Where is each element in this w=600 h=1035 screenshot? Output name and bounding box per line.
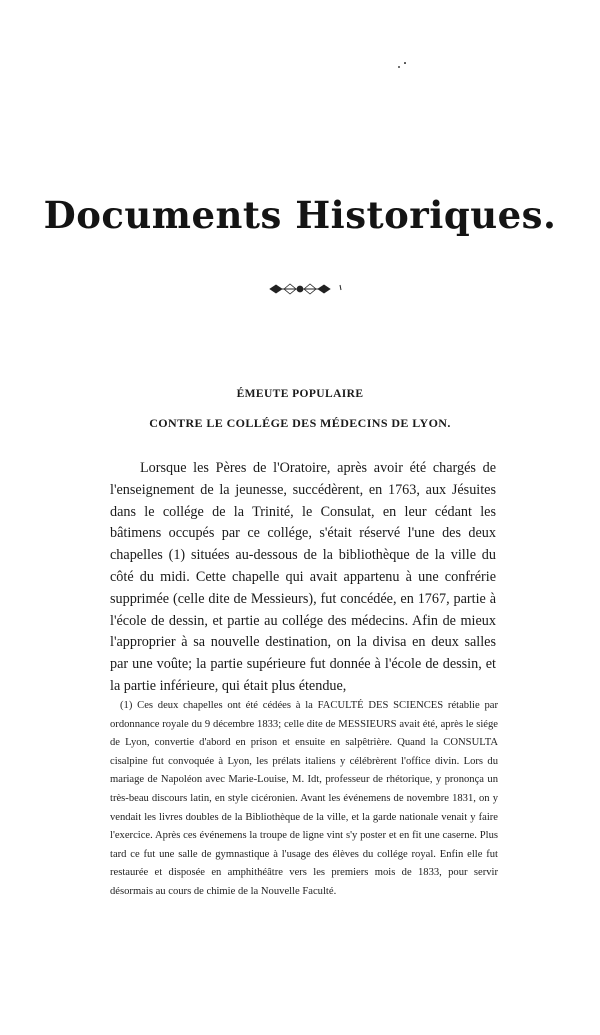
section-heading: ÉMEUTE POPULAIRE [236, 388, 364, 400]
ornament-divider-icon [0, 282, 600, 296]
section-subheading: CONTRE LE COLLÉGE DES MÉDECINS DE LYON. [149, 416, 451, 430]
footnote-text: (1) Ces deux chapelles ont été cédées à la FACULTÉ DES SCIENCES rétablie par ordonnance royale du 9 décembre 1833; celle dite de MESSIEURS avait été, après le siége de Lyon, convertie d'abord en prison et ensuite en salpêtrière. Quand la CONSULTA cisalpine fut convoquée à Lyon, les prélats italiens y célébrèrent l'office divin. Lors du mariage de Napoléon avec Marie-Louise, M. Idt, professeur de rhétorique, y prononça un très-beau discours latin, en style cicéronien. Avant les événemens de novembre 1831, on y vendait les livres doubles de la Bibliothèque de la ville, et la garde nationale venait y faire l'exercice. Après ces événemens la troupe de ligne vint s'y poster et en fit une caserne. Plus tard ce fut une salle de gymnastique à l'usage des élèves du collége royal. Enfin elle fut restaurée et disposée en amphithéâtre vers les premiers mois de 1833, pour servir désormais au cours de chimie de la Nouvelle Faculté. [110, 700, 498, 897]
paper-speck [398, 66, 400, 68]
body-paragraph-text: Lorsque les Pères de l'Oratoire, après avoir été chargés de l'enseignement de la jeunesse, succédèrent, en 1763, aux Jésuites dans le collége de la Trinité, le Consulat, en leur cédant les bâtimens occupés par ce collége, s'était réservé l'une des deux chapelles (1) situées au-dessous de la bibliothèque de la ville du côté du midi. Cette chapelle qui avait appartenu à une confrérie supprimée (celle dite de Messieurs), fut concédée, en 1767, partie à l'école de dessin, et partie au collége des médecins. Afin de mieux l'approprier à sa nouvelle destination, on la divisa en deux salles par une voûte; la partie supérieure fut donnée à l'école de dessin, et la partie inférieure, qui était plus étendue, [110, 460, 496, 694]
footnote [110, 697, 498, 902]
page-title: Documents Historiques. [43, 193, 557, 237]
paper-speck [404, 62, 406, 64]
body-paragraph [110, 458, 496, 698]
